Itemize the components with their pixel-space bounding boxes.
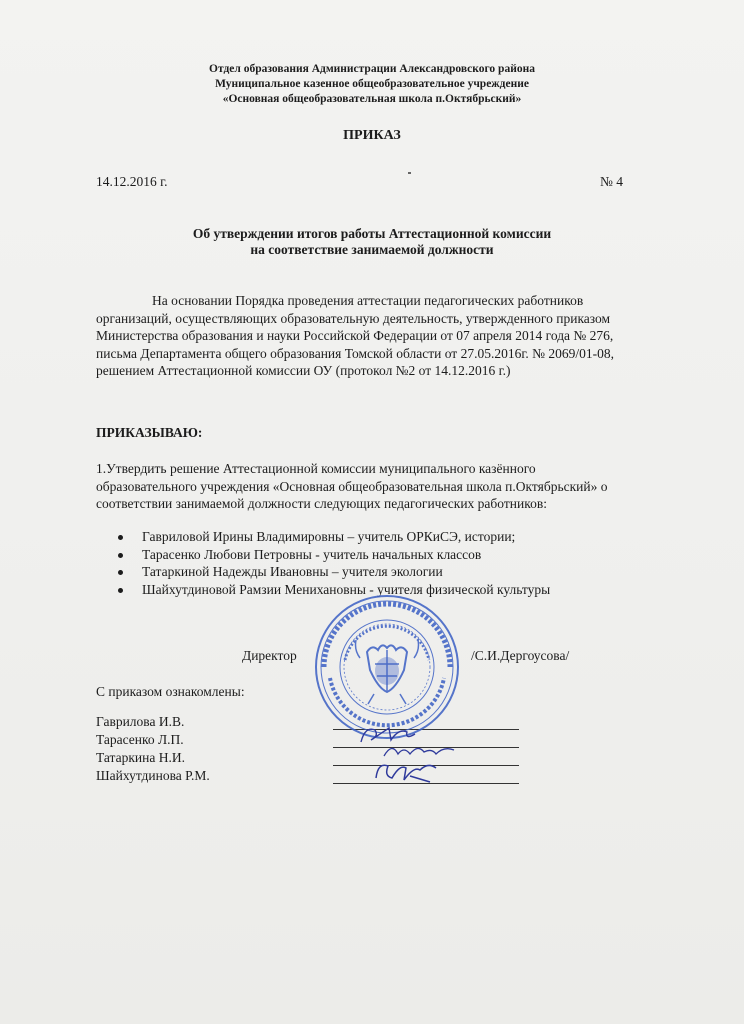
point-line: 1.Утвердить решение Аттестационной комиссии муниципального казённого (96, 461, 536, 476)
subject-line-1: Об утверждении итогов работы Аттестационной комиссии (192, 226, 552, 241)
acknowledged-name: Гаврилова И.В. (96, 714, 185, 729)
point-line: соответствии занимаемой должности следующих педагогических работников: (96, 496, 547, 511)
official-stamp-icon (312, 592, 462, 742)
header-line-3: «Основная общеобразовательная школа п.Октябрьский» (222, 93, 522, 105)
signature-icon (370, 756, 440, 786)
header-line-2: Муниципальное казенное общеобразовательное учреждение (215, 78, 529, 90)
employee-list (118, 528, 550, 598)
acknowledged-name: Татаркина Н.И. (96, 750, 185, 765)
bullet-icon (118, 570, 123, 575)
order-word: ПРИКАЗЫВАЮ: (96, 425, 203, 440)
basis-line: организаций, осуществляющих образовательную деятельность, утвержденного приказом (96, 310, 611, 326)
bullet-icon (118, 535, 123, 540)
point-line: образовательного учреждения «Основная общеобразовательная школа п.Октябрьский» о (96, 478, 608, 494)
order-number: № 4 (600, 174, 624, 189)
basis-line: На основании Порядка проведения аттестации педагогических работников (152, 293, 584, 308)
basis-line: письма Департамента общего образования Томской области от 27.05.2016г. № 2069/01-08, (96, 345, 614, 361)
acknowledged-label: С приказом ознакомлены: (96, 684, 245, 699)
scan-speck (408, 172, 411, 174)
director-name: /С.И.Дергоусова/ (471, 648, 570, 663)
basis-line: решением Аттестационной комиссии ОУ (протокол №2 от 14.12.2016 г.) (96, 363, 511, 378)
bullet-icon (118, 588, 123, 593)
list-item: Тарасенко Любови Петровны - учитель начальных классов (118, 546, 550, 564)
bullet-icon (118, 553, 123, 558)
point-1 (96, 460, 676, 513)
director-label: Директор (242, 648, 297, 663)
organization-header (0, 62, 744, 107)
order-date: 14.12.2016 г. (96, 174, 168, 189)
list-item: Татаркиной Надежды Ивановны – учителя экологии (118, 563, 550, 581)
order-subject (0, 226, 744, 258)
header-line-1: Отдел образования Администрации Александровского района (209, 63, 535, 75)
list-item: Гавриловой Ирины Владимировны – учитель ОРКиСЭ, истории; (118, 528, 550, 546)
subject-line-2: на соответствие занимаемой должности (250, 242, 494, 257)
acknowledged-name: Шайхутдинова Р.М. (96, 768, 210, 783)
basis-paragraph (96, 292, 656, 380)
acknowledged-name: Тарасенко Л.П. (96, 732, 184, 747)
basis-line: Министерства образования и науки Российской Федерации от 07 апреля 2014 года № 276, (96, 328, 614, 343)
list-item: Шайхутдиновой Рамзии Менихановны - учителя физической культуры (118, 581, 550, 599)
document-title: ПРИКАЗ (343, 128, 401, 143)
